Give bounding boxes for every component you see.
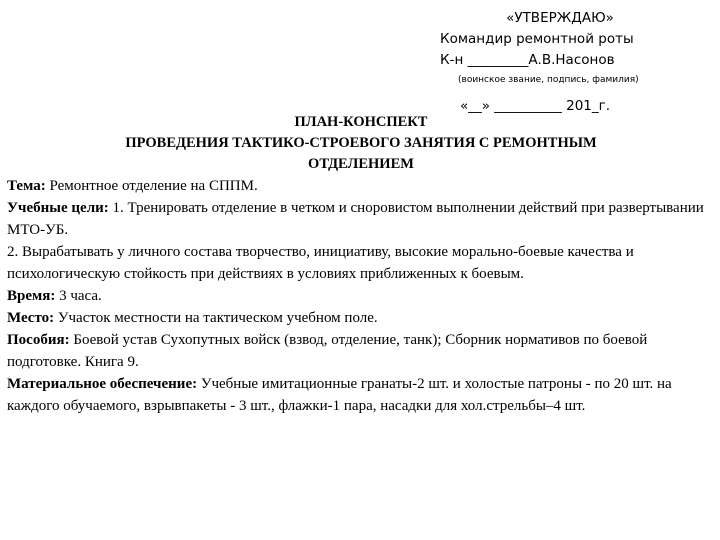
manuals-paragraph xyxy=(7,329,715,373)
document-body xyxy=(7,112,715,417)
goals-text: 1. Тренировать отделение в четком и сноровистом выполнении действий при развертывании МТО-УБ. xyxy=(7,200,704,238)
approver-position: Командир ремонтной роты xyxy=(440,31,634,47)
manuals-label: Пособия: xyxy=(7,332,70,348)
supply-label: Материальное обеспечение: xyxy=(7,376,198,392)
topic-text: Ремонтное отделение на СППМ. xyxy=(45,178,258,194)
approver-signature-line: К-н _________А.В.Насонов xyxy=(440,52,615,68)
topic-label: Тема: xyxy=(7,178,46,194)
time-paragraph xyxy=(7,285,715,307)
title-line-3: ОТДЕЛЕНИЕМ xyxy=(308,156,414,172)
manuals-text: Боевой устав Сухопутных войск (взвод, отделение, танк); Сборник нормативов по боевой подготовке. Книга 9. xyxy=(7,332,648,370)
goals-label: Учебные цели: xyxy=(7,200,109,216)
time-label: Время: xyxy=(7,288,56,304)
goals-paragraph xyxy=(7,197,715,241)
approval-title: «УТВЕРЖДАЮ» xyxy=(506,10,614,26)
time-text: 3 часа. xyxy=(55,288,102,304)
title-line-1: ПЛАН-КОНСПЕКТ xyxy=(294,114,428,130)
place-label: Место: xyxy=(7,310,55,326)
goals-item-2: 2. Вырабатывать у личного состава творчество, инициативу, высокие морально-боевые качества и психологическую стойкость при действиях в условиях приближенных к боевым. xyxy=(7,244,634,282)
approval-date-line: «__» __________ 201_г. xyxy=(460,98,611,114)
title-line-2: ПРОВЕДЕНИЯ ТАКТИКО-СТРОЕВОГО ЗАНЯТИЯ С РЕМОНТНЫМ xyxy=(125,135,597,151)
supply-paragraph xyxy=(7,373,715,417)
signature-hint: (воинское звание, подпись, фамилия) xyxy=(458,75,639,85)
place-text: Участок местности на тактическом учебном поле. xyxy=(54,310,378,326)
approval-block xyxy=(440,8,710,117)
topic-paragraph xyxy=(7,175,715,197)
document-title xyxy=(7,112,715,175)
place-paragraph xyxy=(7,307,715,329)
supply-text: Учебные имитационные гранаты-2 шт. и холостые патроны - по 20 шт. на каждого обучаемого, взрывпакеты - 3 шт., флажки-1 пара, насадки для хол.стрельбы–4 шт. xyxy=(7,376,672,414)
